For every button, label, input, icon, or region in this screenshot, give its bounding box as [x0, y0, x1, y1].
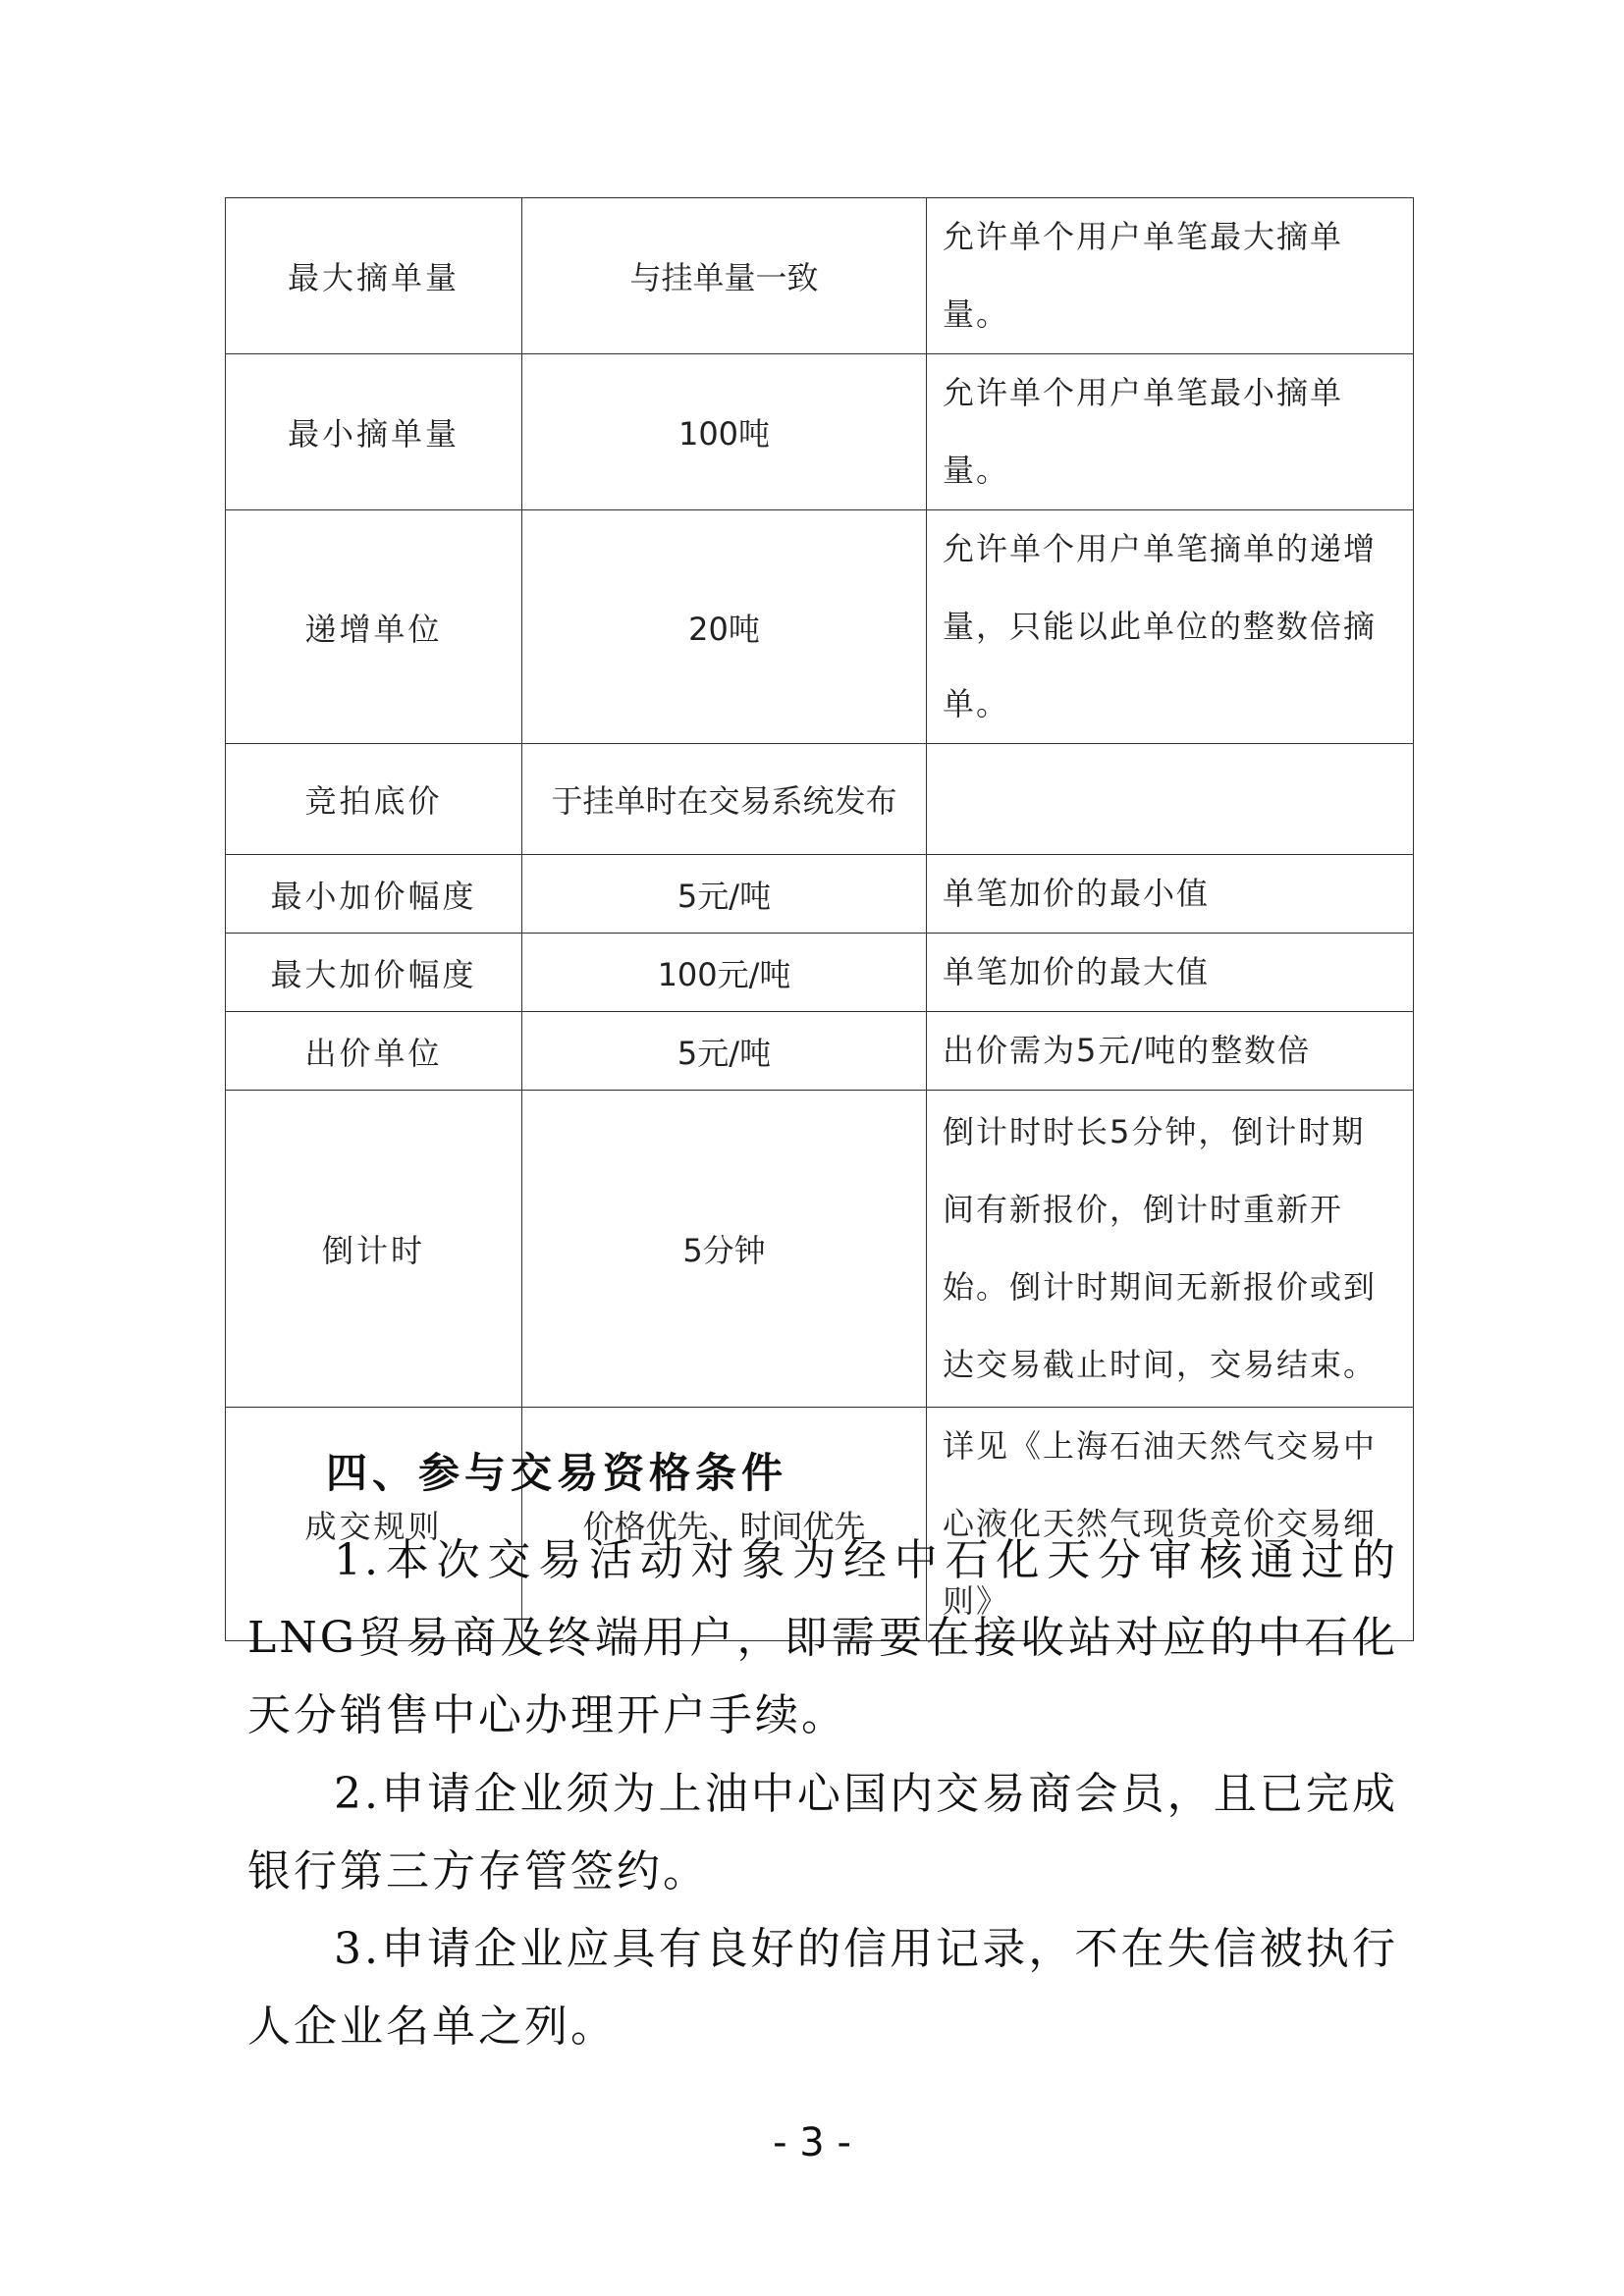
- param-name: 成交规则: [226, 1408, 522, 1641]
- param-note: [927, 744, 1414, 855]
- param-name: 倒计时: [226, 1091, 522, 1408]
- table-row: [226, 510, 1414, 744]
- table-row: [226, 198, 1414, 354]
- paragraph: 1.本次交易活动对象为经中石化天分审核通过的LNG贸易商及终端用户，即需要在接收站对应的中石化天分销售中心办理开户手续。: [247, 1535, 1398, 1740]
- param-note: 允许单个用户单笔最小摘单量。: [927, 354, 1414, 510]
- param-note: 单笔加价的最小值: [927, 855, 1414, 934]
- param-name: 最小摘单量: [226, 354, 522, 510]
- paragraph: 3.申请企业应具有良好的信用记录，不在失信被执行人企业名单之列。: [247, 1924, 1398, 2052]
- table-row: [226, 1091, 1414, 1408]
- param-note: 允许单个用户单笔最大摘单量。: [927, 198, 1414, 354]
- param-value: 于挂单时在交易系统发布: [522, 744, 927, 855]
- param-value: 价格优先、时间优先: [522, 1408, 927, 1641]
- page-number: - 3 -: [773, 2120, 851, 2165]
- param-value: 100吨: [522, 354, 927, 510]
- param-name: 最大摘单量: [226, 198, 522, 354]
- param-value: 5元/吨: [522, 855, 927, 934]
- table-row: [226, 1012, 1414, 1091]
- param-value: 20吨: [522, 510, 927, 744]
- param-note: 允许单个用户单笔摘单的递增量，只能以此单位的整数倍摘单。: [927, 510, 1414, 744]
- param-note: 出价需为5元/吨的整数倍: [927, 1012, 1414, 1091]
- param-value: 100元/吨: [522, 934, 927, 1012]
- param-name: 递增单位: [226, 510, 522, 744]
- table-row: [226, 744, 1414, 855]
- param-name: 竞拍底价: [226, 744, 522, 855]
- section-heading: 四、参与交易资格条件: [326, 1449, 788, 1497]
- table-row: [226, 354, 1414, 510]
- param-note: 详见《上海石油天然气交易中心液化天然气现货竞价交易细则》: [927, 1408, 1414, 1641]
- param-note: 单笔加价的最大值: [927, 934, 1414, 1012]
- param-name: 出价单位: [226, 1012, 522, 1091]
- param-name: 最大加价幅度: [226, 934, 522, 1012]
- param-name: 最小加价幅度: [226, 855, 522, 934]
- table-row: [226, 855, 1414, 934]
- param-value: 5元/吨: [522, 1012, 927, 1091]
- param-value: 5分钟: [522, 1091, 927, 1408]
- param-value: 与挂单量一致: [522, 198, 927, 354]
- parameter-table: [225, 197, 1414, 1641]
- paragraph: 2.申请企业须为上油中心国内交易商会员，且已完成银行第三方存管签约。: [247, 1769, 1398, 1896]
- table-row: [226, 934, 1414, 1012]
- param-note: 倒计时时长5分钟，倒计时期间有新报价，倒计时重新开始。倒计时期间无新报价或到达交易截止时间，交易结束。: [927, 1091, 1414, 1408]
